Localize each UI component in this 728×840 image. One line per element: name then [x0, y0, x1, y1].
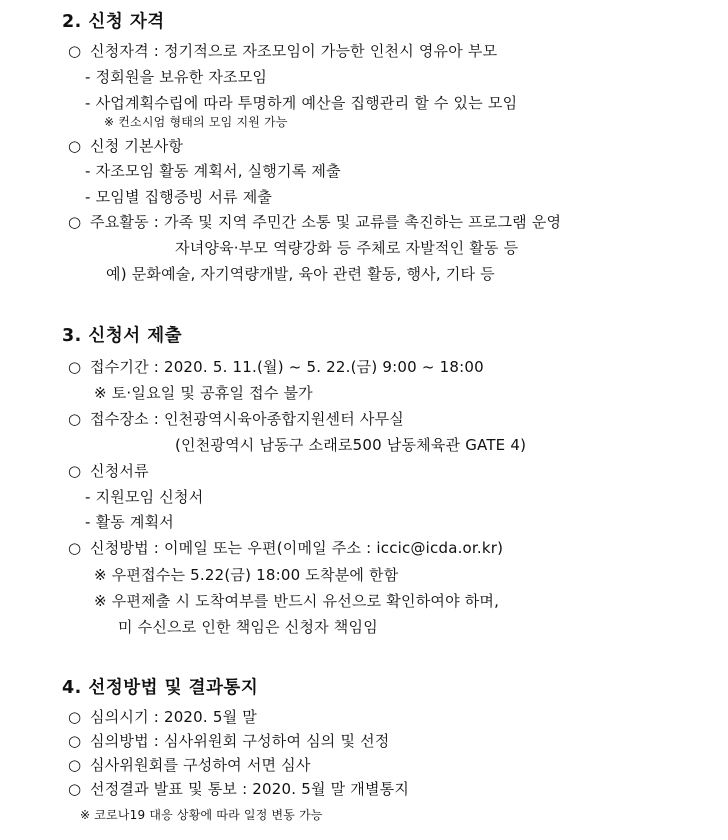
note: ※ 코로나19 대응 상황에 따라 일정 변동 가능 — [80, 808, 323, 822]
item-text: 심의시기 : 2020. 5월 말 — [90, 708, 257, 726]
item-text: 선정결과 발표 및 통보 : 2020. 5월 말 개별통지 — [90, 780, 410, 798]
item-text: 신청자격 : 정기적으로 자조모임이 가능한 인천시 영유아 부모 — [90, 42, 498, 60]
sub-item: - 자조모임 활동 계획서, 실행기록 제출 — [85, 162, 341, 180]
note: ※ 우편접수는 5.22(금) 18:00 도착분에 한함 — [94, 566, 399, 584]
list-item — [68, 731, 389, 751]
continuation-text: (인천광역시 남동구 소래로500 남동체육관 GATE 4) — [175, 436, 527, 454]
sub-item: - 지원모임 신청서 — [85, 488, 204, 506]
circle-bullet-icon: ○ — [68, 539, 82, 557]
list-item — [68, 461, 149, 481]
item-text: 심의방법 : 심사위원회 구성하여 심의 및 선정 — [90, 732, 390, 750]
circle-bullet-icon: ○ — [68, 42, 82, 60]
note: ※ 토·일요일 및 공휴일 접수 불가 — [94, 384, 313, 402]
circle-bullet-icon: ○ — [68, 358, 82, 376]
list-item — [68, 779, 409, 799]
circle-bullet-icon: ○ — [68, 410, 82, 428]
sub-item: - 활동 계획서 — [85, 513, 174, 531]
item-text: 심사위원회를 구성하여 서면 심사 — [90, 756, 311, 774]
circle-bullet-icon: ○ — [68, 213, 82, 231]
item-text: 신청 기본사항 — [90, 137, 184, 155]
circle-bullet-icon: ○ — [68, 780, 82, 798]
list-item — [68, 136, 183, 156]
circle-bullet-icon: ○ — [68, 708, 82, 726]
sub-item: - 정회원을 보유한 자조모임 — [85, 68, 268, 86]
note: ※ 우편제출 시 도착여부를 반드시 유선으로 확인하여야 하며, — [94, 592, 500, 610]
list-item — [68, 357, 484, 377]
list-item — [68, 212, 561, 232]
continuation-text: 자녀양육·부모 역량강화 등 주체로 자발적인 활동 등 — [175, 239, 519, 257]
list-item — [68, 41, 497, 61]
note: ※ 컨소시엄 형태의 모임 지원 가능 — [104, 115, 288, 129]
sub-item: - 사업계획수립에 따라 투명하게 예산을 집행관리 할 수 있는 모임 — [85, 94, 518, 112]
sub-item: - 모임별 집행증빙 서류 제출 — [85, 188, 273, 206]
list-item — [68, 755, 311, 775]
section-4-heading: 4. 선정방법 및 결과통지 — [62, 678, 259, 698]
item-text: 신청방법 : 이메일 또는 우편(이메일 주소 : iccic@icda.or.kr) — [90, 539, 504, 557]
circle-bullet-icon: ○ — [68, 462, 82, 480]
list-item — [68, 538, 503, 558]
section-3-heading: 3. 신청서 제출 — [62, 326, 183, 346]
list-item — [68, 409, 404, 429]
item-text: 접수기간 : 2020. 5. 11.(월) ~ 5. 22.(금) 9:00 ~ 18:00 — [90, 358, 484, 376]
section-2-heading: 2. 신청 자격 — [62, 12, 165, 32]
circle-bullet-icon: ○ — [68, 137, 82, 155]
circle-bullet-icon: ○ — [68, 732, 82, 750]
item-text: 신청서류 — [90, 462, 149, 480]
list-item — [68, 707, 257, 727]
item-text: 주요활동 : 가족 및 지역 주민간 소통 및 교류를 촉진하는 프로그램 운영 — [90, 213, 562, 231]
example-text: 예) 문화예술, 자기역량개발, 육아 관련 활동, 행사, 기타 등 — [106, 265, 495, 283]
note-continuation: 미 수신으로 인한 책임은 신청자 책임임 — [118, 618, 378, 636]
circle-bullet-icon: ○ — [68, 756, 82, 774]
item-text: 접수장소 : 인천광역시육아종합지원센터 사무실 — [90, 410, 404, 428]
